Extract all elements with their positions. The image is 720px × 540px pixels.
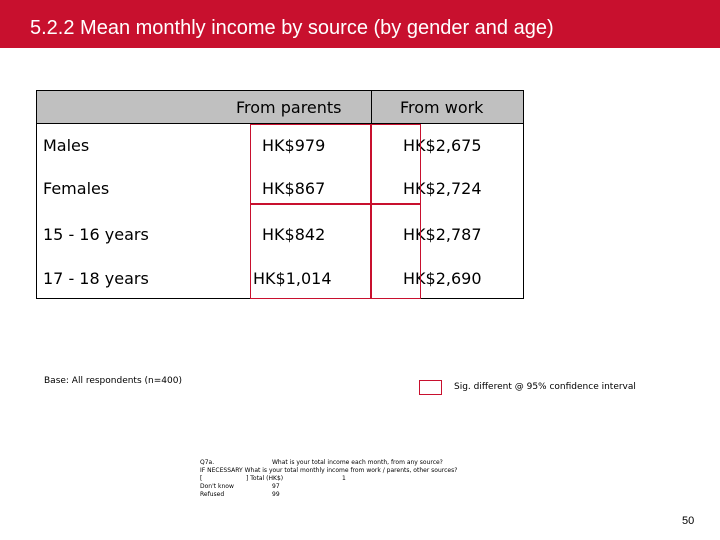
question-probe: IF NECESSARY What is your total monthly income from work / parents, other sources? xyxy=(200,467,458,474)
question-refused-code: 99 xyxy=(272,491,280,498)
base-note: Base: All respondents (n=400) xyxy=(44,376,182,386)
significance-highlight-age-work xyxy=(371,204,421,299)
significance-highlight-age-parents xyxy=(250,204,371,299)
title-bar xyxy=(0,0,720,48)
significance-highlight-gender-parents xyxy=(250,124,371,204)
question-code: Q7a. xyxy=(200,459,215,466)
column-header-work: From work xyxy=(400,98,484,117)
row-label-age-15-16: 15 - 16 years xyxy=(43,225,149,244)
cell-females-work: HK$2,724 xyxy=(403,179,482,198)
cell-age-15-16-parents: HK$842 xyxy=(262,225,326,244)
row-label-males: Males xyxy=(43,136,90,155)
question-refused-label: Refused xyxy=(200,491,225,498)
significance-legend-text: Sig. different @ 95% confidence interval xyxy=(454,382,636,392)
significance-legend-swatch xyxy=(419,380,442,395)
question-bracket-open: [ xyxy=(200,475,203,482)
question-total-code: 1 xyxy=(342,475,346,482)
page-number: 50 xyxy=(682,515,695,527)
row-label-females: Females xyxy=(43,179,110,198)
cell-age-15-16-work: HK$2,787 xyxy=(403,225,482,244)
question-dont-know-label: Don't know xyxy=(200,483,234,490)
column-header-parents: From parents xyxy=(236,98,342,117)
cell-males-parents: HK$979 xyxy=(262,136,326,155)
question-dont-know-code: 97 xyxy=(272,483,280,490)
question-text-block xyxy=(200,459,530,499)
cell-males-work: HK$2,675 xyxy=(403,136,482,155)
cell-age-17-18-parents: HK$1,014 xyxy=(253,269,332,288)
question-text: What is your total income each month, from any source? xyxy=(272,459,443,466)
question-total-label: ] Total (HK$) xyxy=(246,475,284,482)
slide-title: 5.2.2 Mean monthly income by source (by gender and age) xyxy=(30,17,554,39)
significance-highlight-gender-work xyxy=(371,124,421,204)
cell-age-17-18-work: HK$2,690 xyxy=(403,269,482,288)
row-label-age-17-18: 17 - 18 years xyxy=(43,269,149,288)
cell-females-parents: HK$867 xyxy=(262,179,326,198)
income-table xyxy=(36,90,524,299)
